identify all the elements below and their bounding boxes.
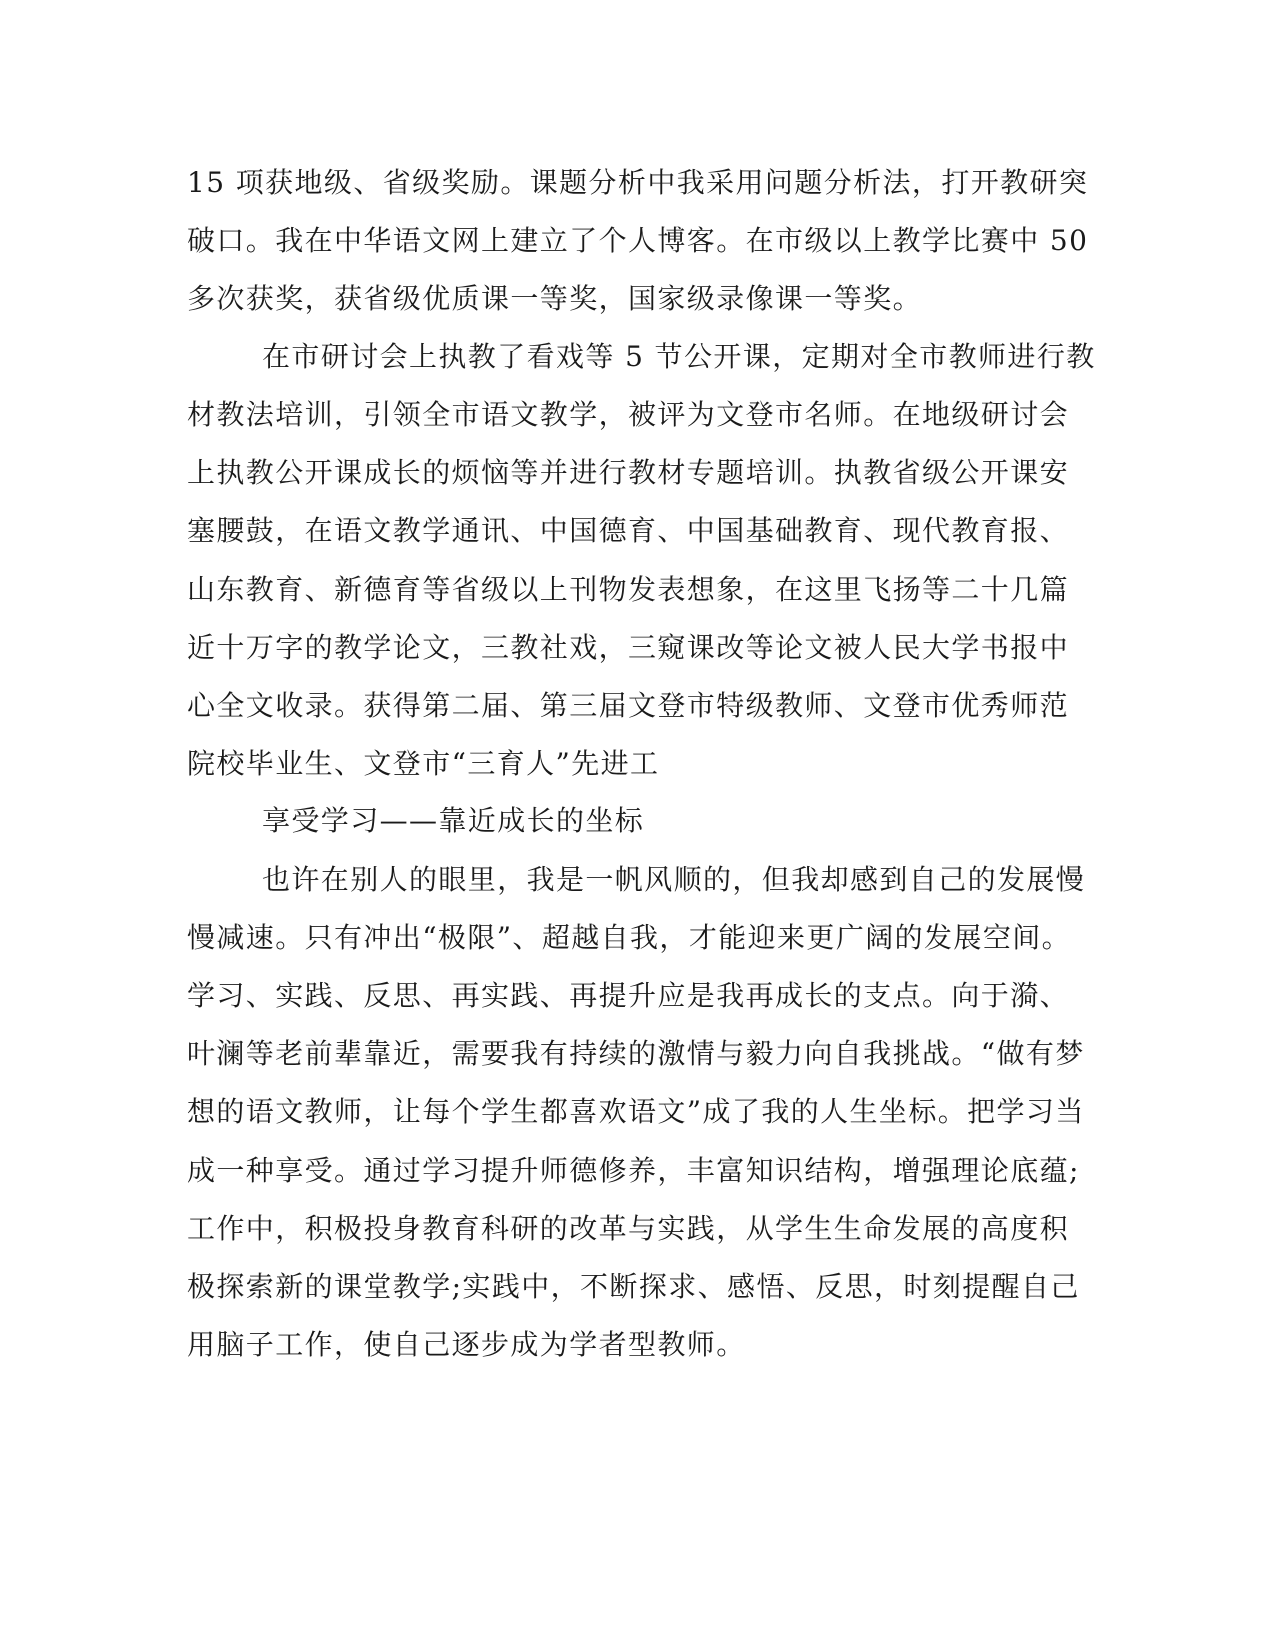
text-line: 15 项获地级、省级奖励。课题分析中我采用问题分析法，打开教研突 <box>187 166 1089 199</box>
paragraph-start-line: 也许在别人的眼里，我是一帆风顺的，但我却感到自己的发展慢 <box>262 863 1086 896</box>
text-line: 想的语文教师，让每个学生都喜欢语文”成了我的人生坐标。把学习当 <box>187 1095 1085 1128</box>
text-line: 上执教公开课成长的烦恼等并进行教材专题培训。执教省级公开课安 <box>187 456 1070 489</box>
text-line: 工作中，积极投身教育科研的改革与实践，从学生生命发展的高度积 <box>187 1212 1070 1245</box>
text-line: 院校毕业生、文登市“三育人”先进工 <box>187 747 660 780</box>
text-line: 极探索新的课堂教学;实践中，不断探求、感悟、反思，时刻提醒自己 <box>187 1270 1080 1303</box>
text-line: 破口。我在中华语文网上建立了个人博客。在市级以上教学比赛中 50 <box>187 224 1089 257</box>
text-line: 多次获奖，获省级优质课一等奖，国家级录像课一等奖。 <box>187 282 923 315</box>
text-line: 慢减速。只有冲出“极限”、超越自我，才能迎来更广阔的发展空间。 <box>187 921 1072 954</box>
text-line: 成一种享受。通过学习提升师德修养，丰富知识结构，增强理论底蕴; <box>187 1154 1080 1187</box>
section-heading: 享受学习——靠近成长的坐标 <box>262 804 645 837</box>
text-line: 近十万字的教学论文，三教社戏，三窥课改等论文被人民大学书报中 <box>187 631 1070 664</box>
text-line: 心全文收录。获得第二届、第三届文登市特级教师、文登市优秀师范 <box>187 689 1070 722</box>
text-line: 学习、实践、反思、再实践、再提升应是我再成长的支点。向于漪、 <box>187 979 1070 1012</box>
text-line: 叶澜等老前辈靠近，需要我有持续的激情与毅力向自我挑战。“做有梦 <box>187 1037 1085 1070</box>
text-line: 用脑子工作，使自己逐步成为学者型教师。 <box>187 1328 746 1361</box>
text-line: 塞腰鼓，在语文教学通讯、中国德育、中国基础教育、现代教育报、 <box>187 514 1070 547</box>
text-line: 材教法培训，引领全市语文教学，被评为文登市名师。在地级研讨会 <box>187 398 1070 431</box>
paragraph-start-line: 在市研讨会上执教了看戏等 5 节公开课，定期对全市教师进行教 <box>262 340 1096 373</box>
text-line: 山东教育、新德育等省级以上刊物发表想象，在这里飞扬等二十几篇 <box>187 573 1070 606</box>
